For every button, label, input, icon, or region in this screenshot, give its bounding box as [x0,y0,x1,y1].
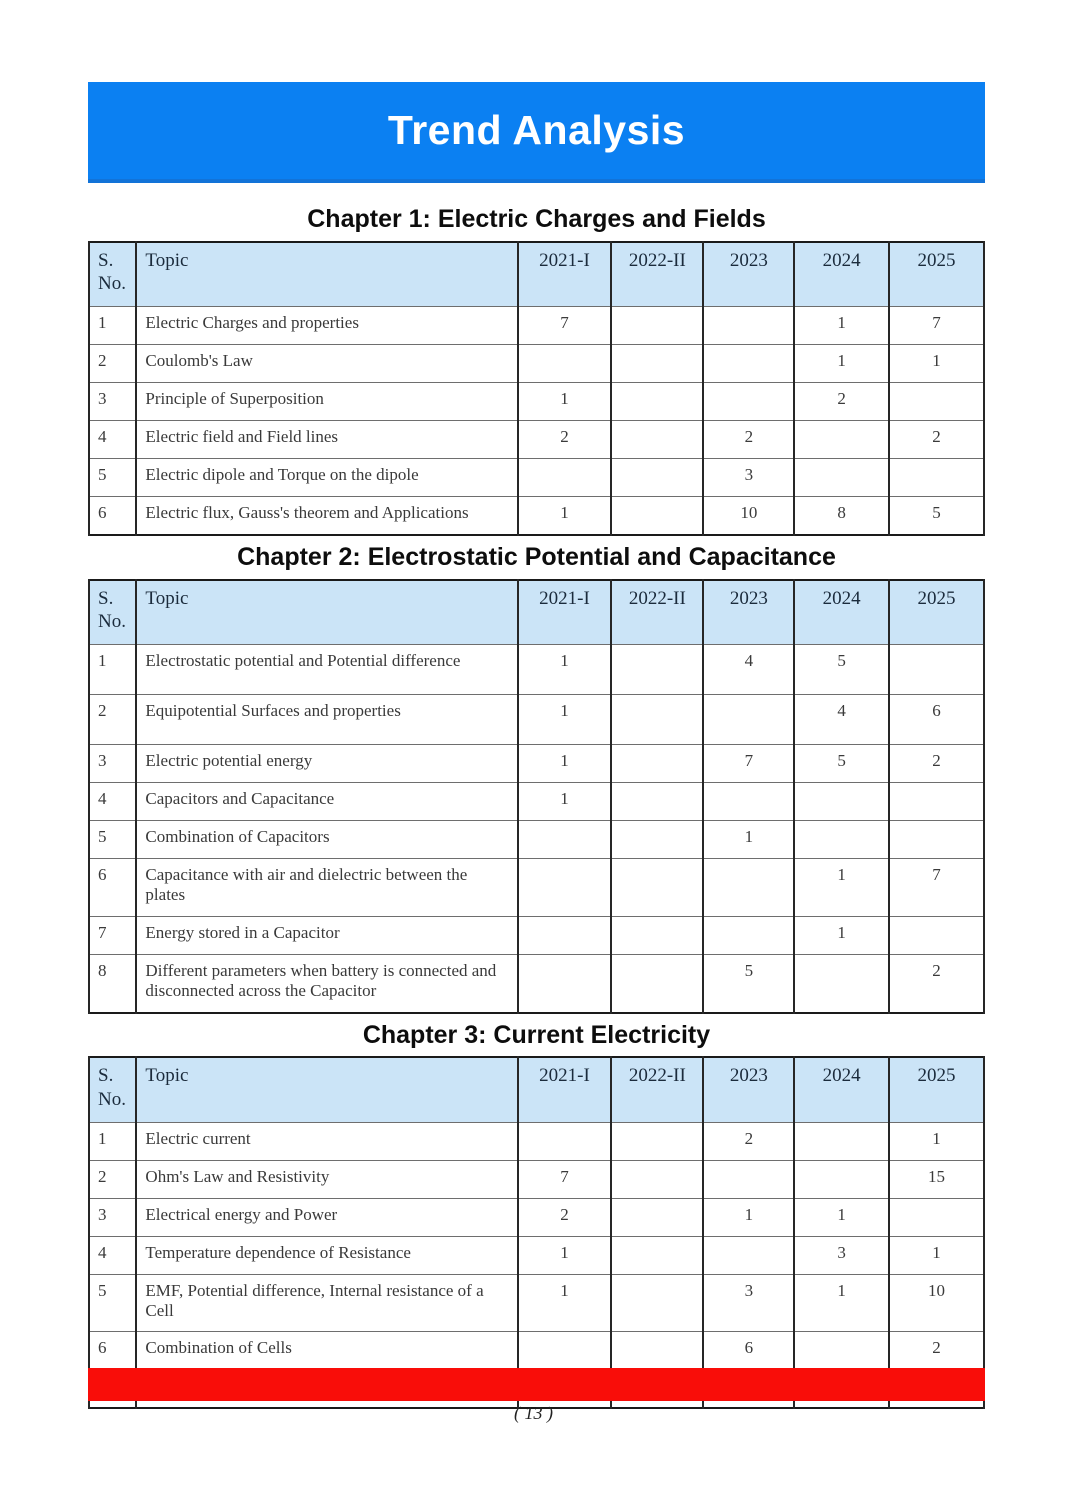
table-row [89,821,984,859]
year-value-cell [611,345,703,383]
year-value-cell: 1 [794,1198,889,1236]
year-value-cell: 7 [889,307,984,345]
year-value-cell [611,1160,703,1198]
topic-cell: Capacitance with air and dielectric between the plates [136,859,517,917]
chapter-section-2 [88,544,985,1014]
table-header [89,242,984,307]
table-row [89,1274,984,1332]
topic-cell: Different parameters when battery is connected and disconnected across the Capacitor [136,954,517,1012]
topic-cell: Electrostatic potential and Potential difference [136,645,517,695]
year-value-cell [794,783,889,821]
table-body [89,645,984,1013]
year-value-cell [518,821,612,859]
sno-cell: 6 [89,497,136,536]
sno-cell: 4 [89,783,136,821]
trend-table [88,241,985,537]
year-value-cell [703,859,794,917]
year-value-cell: 1 [518,745,612,783]
sno-cell: 2 [89,1160,136,1198]
year-value-cell: 10 [889,1274,984,1332]
sno-cell: 4 [89,421,136,459]
year-value-cell [889,1198,984,1236]
topic-cell: Combination of Cells [136,1332,517,1370]
year-value-cell: 2 [703,1122,794,1160]
chapter-heading: Chapter 2: Electrostatic Potential and Capacitance [237,543,836,571]
topic-cell: Principle of Superposition [136,383,517,421]
year-value-cell [611,821,703,859]
year-value-cell: 7 [889,859,984,917]
topic-cell: Electric Charges and properties [136,307,517,345]
column-header-topic: Topic [136,1057,517,1122]
column-header-year: 2022-II [611,1057,703,1122]
year-value-cell [611,421,703,459]
year-value-cell [794,954,889,1012]
year-value-cell [611,383,703,421]
table-header-row [89,242,984,307]
year-value-cell: 2 [889,1332,984,1370]
year-value-cell [703,1160,794,1198]
year-value-cell [794,1332,889,1370]
year-value-cell: 1 [889,1122,984,1160]
year-value-cell [518,459,612,497]
topic-cell: Energy stored in a Capacitor [136,916,517,954]
year-value-cell [703,1236,794,1274]
year-value-cell: 7 [703,745,794,783]
column-header-year: 2024 [794,580,889,645]
year-value-cell: 1 [794,345,889,383]
topic-cell: Electric potential energy [136,745,517,783]
year-value-cell [794,1122,889,1160]
year-value-cell: 1 [794,916,889,954]
sno-cell: 3 [89,745,136,783]
year-value-cell [611,459,703,497]
year-value-cell [889,645,984,695]
column-header-topic: Topic [136,580,517,645]
table-row [89,459,984,497]
table-row [89,1332,984,1370]
topic-cell: Temperature dependence of Resistance [136,1236,517,1274]
year-value-cell: 7 [518,1160,612,1198]
sno-cell: 5 [89,459,136,497]
sno-cell: 8 [89,954,136,1012]
table-row [89,1122,984,1160]
table-row [89,421,984,459]
year-value-cell [794,821,889,859]
table-row [89,859,984,917]
year-value-cell: 2 [703,421,794,459]
year-value-cell: 15 [889,1160,984,1198]
year-value-cell: 3 [703,459,794,497]
year-value-cell [611,1122,703,1160]
table-header-row [89,1057,984,1122]
year-value-cell: 5 [889,497,984,536]
column-header-sno: S. No. [89,1057,136,1122]
column-header-year: 2021-I [518,242,612,307]
year-value-cell: 1 [518,1274,612,1332]
year-value-cell: 5 [703,954,794,1012]
year-value-cell [611,307,703,345]
column-header-year: 2021-I [518,580,612,645]
year-value-cell: 1 [518,383,612,421]
sno-cell: 5 [89,821,136,859]
sno-cell: 3 [89,1198,136,1236]
table-body [89,307,984,536]
year-value-cell [611,497,703,536]
year-value-cell [611,1198,703,1236]
trend-table [88,579,985,1014]
column-header-sno: S. No. [89,242,136,307]
chapters-container [88,198,985,1411]
footer-red-bar [88,1368,985,1401]
table-row [89,745,984,783]
table-row [89,383,984,421]
year-value-cell: 2 [794,383,889,421]
year-value-cell [518,954,612,1012]
column-header-year: 2022-II [611,242,703,307]
topic-cell: Electric field and Field lines [136,421,517,459]
year-value-cell [794,1160,889,1198]
chapter-heading: Chapter 3: Current Electricity [362,1020,711,1049]
year-value-cell: 1 [518,645,612,695]
topic-cell: Electric flux, Gauss's theorem and Applications [136,497,517,536]
year-value-cell [794,459,889,497]
year-value-cell [889,783,984,821]
column-header-year: 2025 [889,1057,984,1122]
column-header-year: 2025 [889,580,984,645]
year-value-cell: 1 [703,821,794,859]
year-value-cell: 3 [794,1236,889,1274]
year-value-cell: 1 [518,497,612,536]
year-value-cell: 7 [518,307,612,345]
year-value-cell: 4 [703,645,794,695]
table-row [89,783,984,821]
year-value-cell [794,421,889,459]
column-header-year: 2024 [794,242,889,307]
year-value-cell [611,695,703,745]
year-value-cell: 1 [518,783,612,821]
year-value-cell: 2 [889,745,984,783]
year-value-cell [889,383,984,421]
year-value-cell [703,307,794,345]
year-value-cell [611,1236,703,1274]
sno-cell: 1 [89,645,136,695]
chapter-section-1 [88,206,985,536]
sno-cell: 1 [89,1122,136,1160]
year-value-cell: 5 [794,645,889,695]
year-value-cell [611,859,703,917]
column-header-year: 2025 [889,242,984,307]
table-row [89,345,984,383]
sno-cell: 2 [89,345,136,383]
table-row [89,497,984,536]
topic-cell: Electric dipole and Torque on the dipole [136,459,517,497]
column-header-year: 2023 [703,1057,794,1122]
table-row [89,954,984,1012]
year-value-cell [703,783,794,821]
column-header-year: 2023 [703,242,794,307]
trend-analysis-banner [88,82,985,183]
year-value-cell [611,954,703,1012]
column-header-year: 2023 [703,580,794,645]
year-value-cell: 2 [518,421,612,459]
topic-cell: Combination of Capacitors [136,821,517,859]
year-value-cell [889,459,984,497]
year-value-cell: 6 [889,695,984,745]
table-row [89,645,984,695]
year-value-cell [518,1122,612,1160]
year-value-cell: 1 [518,1236,612,1274]
sno-cell: 6 [89,1332,136,1370]
year-value-cell [611,745,703,783]
table-row [89,1160,984,1198]
year-value-cell: 8 [794,497,889,536]
topic-cell: EMF, Potential difference, Internal resistance of a Cell [136,1274,517,1332]
year-value-cell: 1 [703,1198,794,1236]
topic-cell: Electric current [136,1122,517,1160]
chapter-section-3 [88,1022,985,1410]
column-header-year: 2022-II [611,580,703,645]
year-value-cell: 5 [794,745,889,783]
year-value-cell: 4 [794,695,889,745]
year-value-cell: 1 [518,695,612,745]
year-value-cell: 2 [518,1198,612,1236]
sno-cell: 6 [89,859,136,917]
year-value-cell [518,1332,612,1370]
sno-cell: 2 [89,695,136,745]
column-header-year: 2021-I [518,1057,612,1122]
sno-cell: 3 [89,383,136,421]
sno-cell: 5 [89,1274,136,1332]
page-number: ( 13 ) [514,1403,553,1423]
topic-cell: Ohm's Law and Resistivity [136,1160,517,1198]
table-header [89,1057,984,1122]
year-value-cell [703,345,794,383]
year-value-cell: 6 [703,1332,794,1370]
table-row [89,916,984,954]
column-header-year: 2024 [794,1057,889,1122]
table-row [89,695,984,745]
year-value-cell: 1 [794,859,889,917]
year-value-cell [703,916,794,954]
table-header-row [89,580,984,645]
topic-cell: Capacitors and Capacitance [136,783,517,821]
chapter-heading: Chapter 1: Electric Charges and Fields [307,205,766,233]
topic-cell: Coulomb's Law [136,345,517,383]
table-row [89,1198,984,1236]
table-row [89,1236,984,1274]
year-value-cell [611,916,703,954]
year-value-cell [611,1332,703,1370]
trend-table [88,1056,985,1409]
column-header-topic: Topic [136,242,517,307]
year-value-cell [518,916,612,954]
table-header [89,580,984,645]
year-value-cell [889,916,984,954]
year-value-cell: 1 [889,345,984,383]
topic-cell: Equipotential Surfaces and properties [136,695,517,745]
year-value-cell: 3 [703,1274,794,1332]
year-value-cell [611,1274,703,1332]
table-body [89,1122,984,1408]
year-value-cell: 10 [703,497,794,536]
year-value-cell: 1 [794,307,889,345]
year-value-cell: 2 [889,421,984,459]
year-value-cell: 1 [889,1236,984,1274]
year-value-cell [518,345,612,383]
year-value-cell [611,783,703,821]
banner-title: Trend Analysis [387,107,686,153]
year-value-cell [611,645,703,695]
topic-cell: Electrical energy and Power [136,1198,517,1236]
sno-cell: 7 [89,916,136,954]
year-value-cell: 2 [889,954,984,1012]
year-value-cell [518,859,612,917]
year-value-cell: 1 [794,1274,889,1332]
table-row [89,307,984,345]
year-value-cell [889,821,984,859]
sno-cell: 1 [89,307,136,345]
sno-cell: 4 [89,1236,136,1274]
year-value-cell [703,695,794,745]
year-value-cell [703,383,794,421]
column-header-sno: S. No. [89,580,136,645]
